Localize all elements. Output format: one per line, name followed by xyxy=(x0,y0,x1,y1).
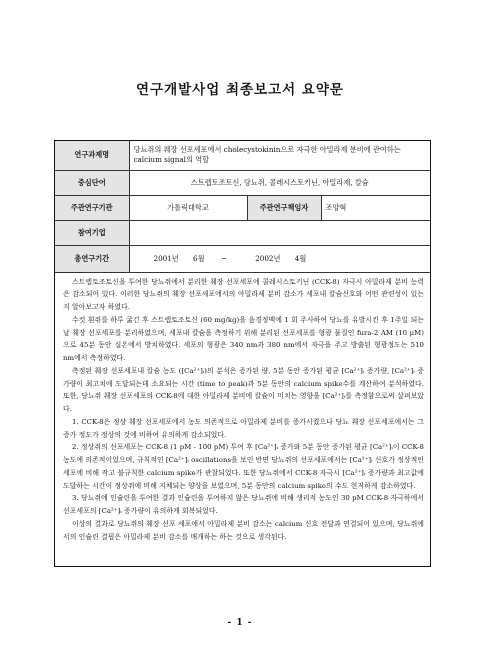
report-summary-frame xyxy=(54,140,431,567)
researcher-value: 조양혁 xyxy=(321,195,430,220)
participant-row xyxy=(55,220,430,245)
summary-paragraph-analysis: 측정된 췌장 선포세포내 칼슘 농도 ([Ca²⁺]ᵢ)의 분석은 증가된 량, 5분 동안 증가된 평균 [Ca²⁺]ᵢ 증가량, [Ca²⁺]ᵢ 증가량이 최고치에 도달되는데 소요되는 시간 (time to peak)과 5분 동안의 calcium spike수를 계산하여 분석하였다. 또한, 당뇨쥐 췌장 선포세포의 CCK-8에 대한 아밀라제 분비에 칼슘이 미치는 영향을 [Ca²⁺]ᵢ를 측정함으로써 살펴보았다. xyxy=(63,366,424,413)
period-label: 총연구기간 xyxy=(55,245,129,272)
project-title-label: 연구과제명 xyxy=(55,141,129,170)
summary-result-3: 3. 당뇨쥐에 인슐린을 투여한 결과 인슐린을 투여하지 않은 당뇨쥐에 비해 생리적 농도인 30 pM CCK-8 자극하에서 선포세포의 [Ca²⁺]ᵢ 증가량이 유의하게 회복되었다. xyxy=(63,494,424,515)
keywords-value: 스트렙토조토신, 당뇨쥐, 콜레시스토키닌, 아밀라제, 칼슘 xyxy=(129,170,430,195)
summary-result-2: 2. 정상쥐의 선포세포는 CCK-8 (1 pM - 100 pM) 투여 후 [Ca²⁺]ᵢ 증가와 5분 동안 증가된 평균 [Ca²⁺]ᵢ이 CCK-8 농도에 의존적이었으며, 규칙적인 [Ca²⁺]ᵢ oscillations을 보인 반면 당뇨쥐의 선포세포에서는 [Ca²⁺]ᵢ 신호가 정상적인 세포에 비해 작고 불규칙한 calcium spike가 관찰되었다. 또한 당뇨쥐에서 CCK-8 자극시 [Ca²⁺]ᵢ 증가량과 최고값에 도달하는 시간이 정상쥐에 비해 지체되는 양상을 보였으며, 5분 동안의 calcium spike의 수도 현저하게 감소하였다. xyxy=(63,443,424,490)
page-number: - 1 - xyxy=(227,618,253,628)
summary-conclusion: 이상의 결과로 당뇨쥐의 췌장 선포 세포에서 아밀라제 분비 감소는 calcium 신호 전달과 연결되어 있으며, 당뇨쥐에서의 인슐린 결핍은 아밀라제 분비 감소를 매개하는 하는 것으로 생각된다. xyxy=(63,519,424,541)
period-row xyxy=(55,245,430,272)
period-end-month: 4월 xyxy=(294,253,307,263)
period-separator: ~ xyxy=(220,253,227,263)
keywords-row xyxy=(55,170,430,195)
institution-value: 가톨릭대학교 xyxy=(129,195,247,220)
project-title-row xyxy=(55,141,430,170)
researcher-label: 주관연구책임자 xyxy=(247,195,321,220)
summary-paragraph-intro: 스트렙토조토신을 투여한 당뇨쥐에서 분리한 췌장 선포세포에 콜레시스토키닌 (CCK-8) 자극시 아밀라제 분비 능력은 감소되어 있다. 이러한 당뇨쥐의 췌장 선포세포에서의 아밀라제 분비 감소가 세포내 칼슘신호와 어떤 관련성이 있는지 알아보고자 하였다. xyxy=(63,277,424,311)
participant-label: 참여기업 xyxy=(55,220,129,245)
summary-result-1: 1. CCK-8은 정상 췌장 선포세포에서 농도 의존적으로 아밀라제 분비를 증가시켰으나 당뇨 췌장 선포세포에서는 그 증가 정도가 정상의 것에 비하여 유의하게 감소되었다. xyxy=(63,417,424,439)
project-title-value: 당뇨쥐의 췌장 선포세포에서 cholecystokinin으로 자극한 아밀라제 분비에 관여하는 calcium signal의 역할 xyxy=(129,141,430,170)
period-end-year: 2002년 xyxy=(255,253,281,263)
period-value xyxy=(129,245,430,272)
page-title: 연구개발사업 최종보고서 요약문 xyxy=(136,82,344,98)
summary-paragraph-methods: 수컷 흰쥐를 하루 굶긴 후 스트렙토조토신 (60 mg/kg)을 음경정맥에 1 회 주사하여 당뇨를 유발시킨 후 1주일 되는 날 췌장 선포세포를 분리하였으며, 세포내 칼슘을 측정하기 위해 분리된 선포세포를 형광 물질인 fura-2 AM (10 μM)으로 45분 동안 실온에서 방치하였다. 세포의 형광은 340 nm과 380 nm에서 자극을 주고 방출된 형광정도는 510 nm에서 측정하였다. xyxy=(63,315,424,362)
period-start-month: 6월 xyxy=(193,253,205,263)
participant-value xyxy=(129,220,430,245)
institution-label: 주관연구기관 xyxy=(55,195,129,220)
period-start-year: 2001년 xyxy=(153,253,179,263)
keywords-label: 중심단어 xyxy=(55,170,129,195)
project-info-table xyxy=(55,141,430,273)
institution-row xyxy=(55,195,430,220)
summary-body xyxy=(55,273,430,544)
